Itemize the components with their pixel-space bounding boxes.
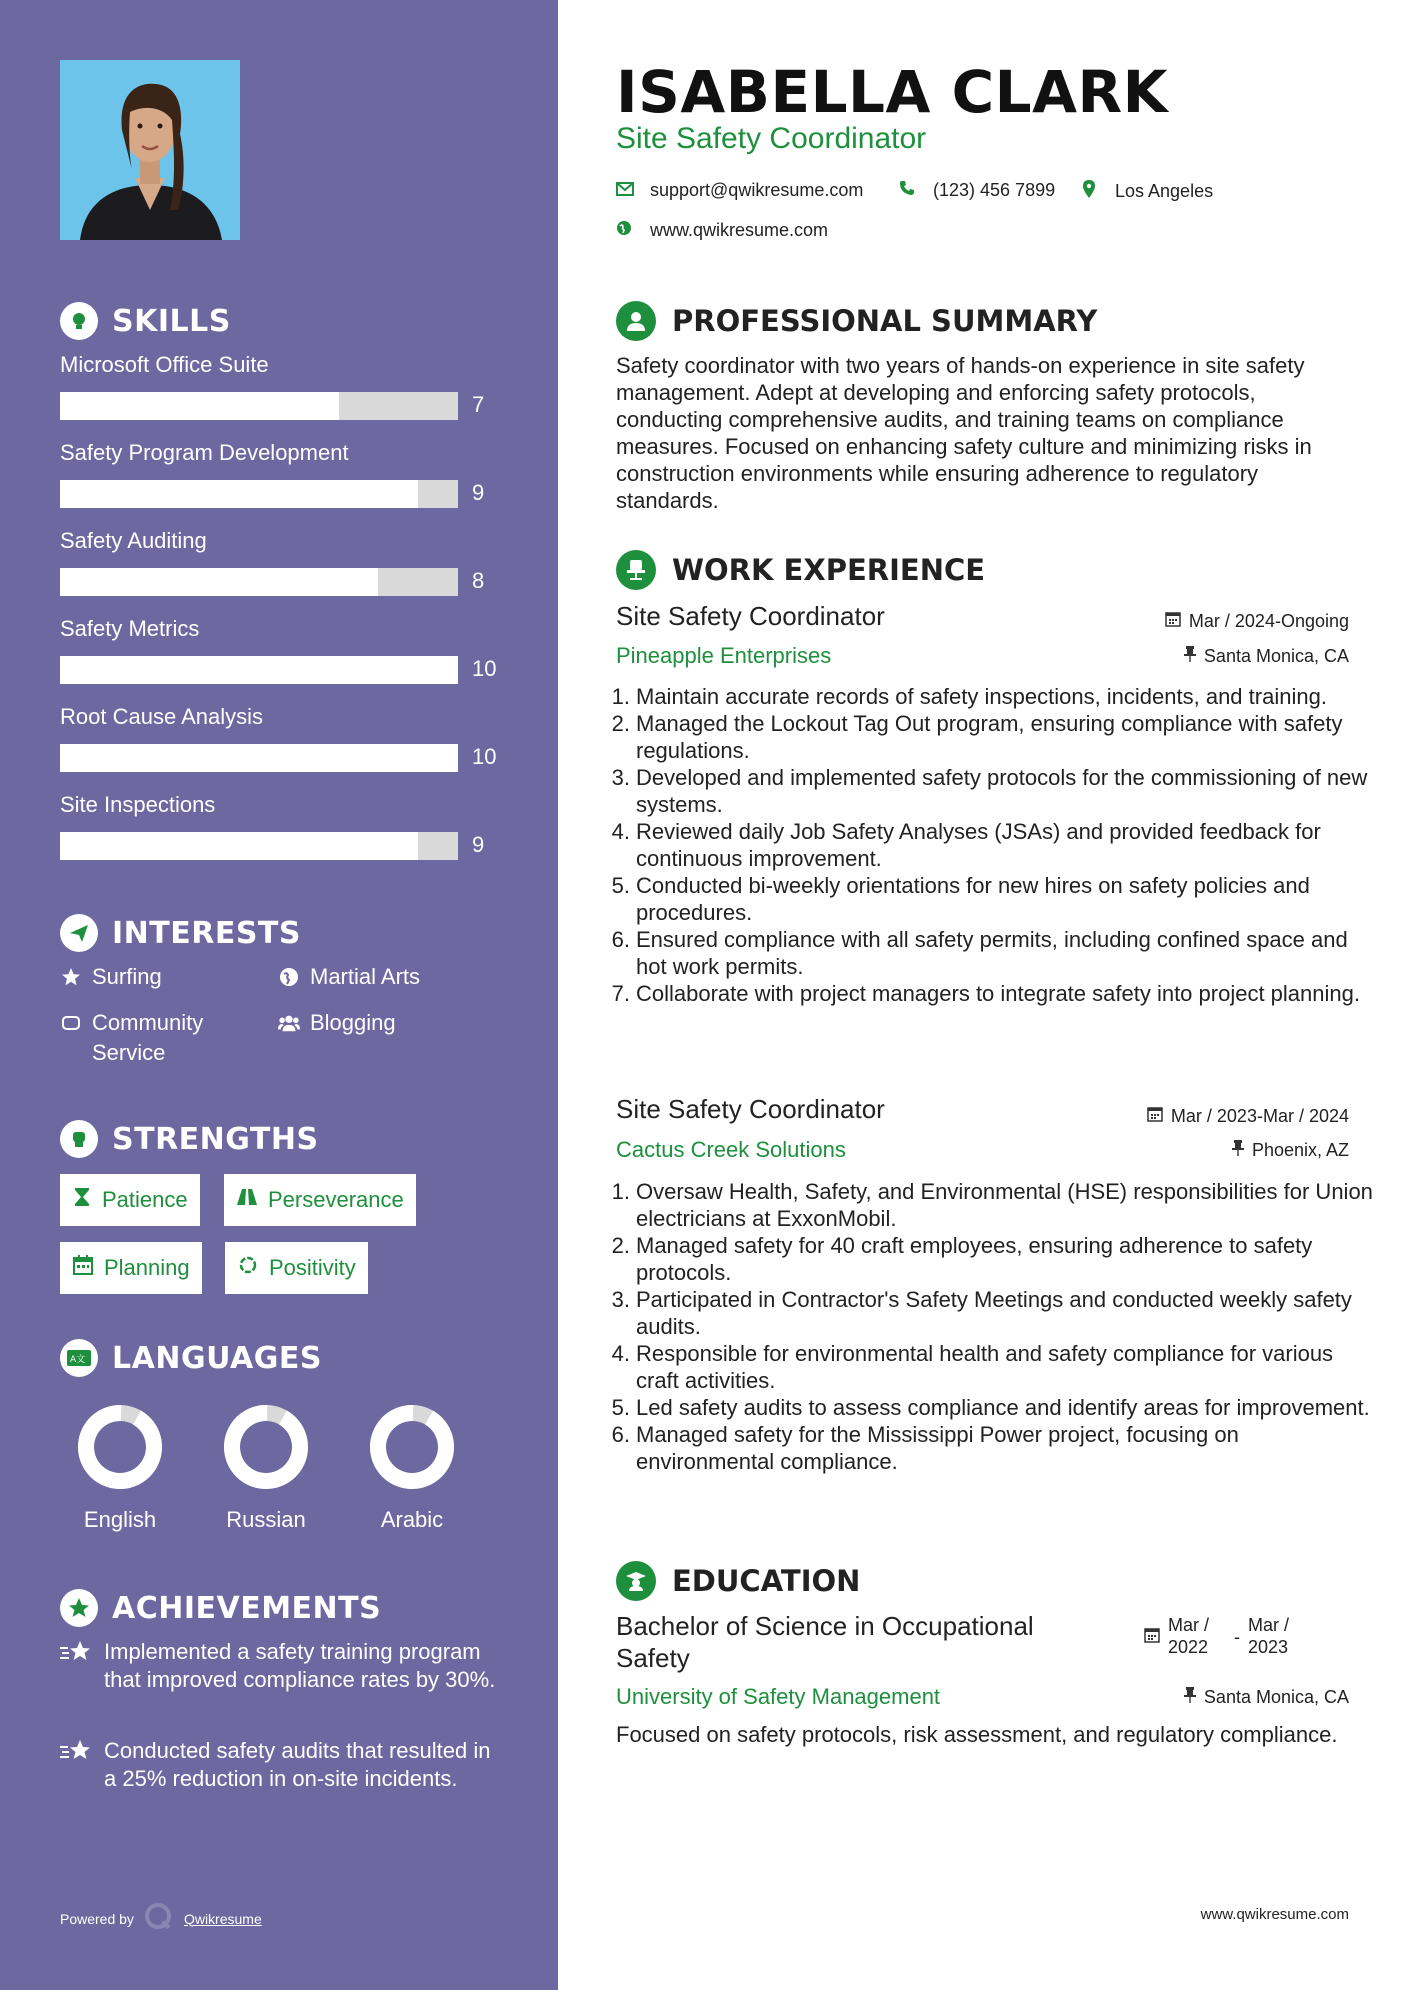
job-responsibilities xyxy=(608,1178,1378,1475)
list-number: 1. xyxy=(611,684,630,709)
job-title: Site Safety Coordinator xyxy=(616,1094,885,1124)
skill-level: 9 xyxy=(472,480,485,505)
job-dates-text: Mar / 2024-Ongoing xyxy=(1188,611,1349,631)
skill-bar xyxy=(60,568,458,596)
list-text: Collaborate with project managers to integrate safety into project planning. xyxy=(636,981,1360,1006)
strength-tag xyxy=(60,1174,200,1226)
skill-level: 10 xyxy=(472,744,497,769)
list-text: Developed and implemented safety protocols for the commissioning of new systems. xyxy=(636,765,1368,817)
achievement-text: Implemented a safety training program that improved compliance rates by 30%. xyxy=(104,1639,496,1692)
hourglass-icon xyxy=(72,1186,92,1214)
achievement-text: Conducted safety audits that resulted in a 25% reduction in on-site incidents. xyxy=(104,1738,491,1791)
list-number: 6. xyxy=(611,1422,630,1447)
skill-name: Safety Auditing xyxy=(60,528,207,553)
list-number: 3. xyxy=(611,765,630,790)
skill-name: Safety Program Development xyxy=(60,440,349,465)
star-icon xyxy=(60,962,82,992)
calendar-icon xyxy=(72,1254,94,1282)
job-responsibilities xyxy=(608,683,1378,1007)
achievements-title: ACHIEVEMENTS xyxy=(112,1590,382,1626)
skill-level: 7 xyxy=(472,392,485,417)
shooting-star-icon xyxy=(60,1638,94,1666)
list-item xyxy=(608,1340,1378,1394)
education-dates xyxy=(1144,1614,1300,1658)
job-dates xyxy=(1165,611,1349,632)
contact-email xyxy=(616,180,863,201)
interest-item xyxy=(278,962,420,992)
job-dates-text: Mar / 2023-Mar / 2024 xyxy=(1170,1106,1349,1126)
degree-title: Bachelor of Science in Occupational Safety xyxy=(616,1611,1034,1673)
svg-text:A文: A文 xyxy=(70,1355,86,1365)
list-text: Participated in Contractor's Safety Meetings and conducted weekly safety audits. xyxy=(636,1287,1352,1339)
strength-label: Planning xyxy=(104,1255,190,1280)
achievements-heading xyxy=(60,1589,381,1627)
skill-bar-fill xyxy=(60,656,458,684)
qwikresume-link[interactable]: Qwikresume xyxy=(183,1910,262,1927)
powered-by xyxy=(60,1902,262,1935)
language-name: English xyxy=(83,1507,157,1532)
calendar-icon xyxy=(1144,1614,1160,1658)
phone-number: (123) 456 7899 xyxy=(933,180,1056,200)
list-number: 4. xyxy=(611,1341,630,1366)
education-heading xyxy=(616,1561,860,1601)
achievement-item xyxy=(60,1638,500,1694)
fist-icon xyxy=(60,1120,98,1158)
language-ring xyxy=(223,1404,309,1490)
skill-bar-fill xyxy=(60,392,339,420)
languages-heading xyxy=(60,1339,322,1377)
language-ring xyxy=(77,1404,163,1490)
pushpin-icon xyxy=(1184,1687,1196,1708)
experience-title: WORK EXPERIENCE xyxy=(672,553,986,587)
summary-text: Safety coordinator with two years of hands-on experience in site safety management. Adept at developing and enforcing safety protocols, conducting comprehensive audits, and training teams on compliance measures. Focused on enhancing safety culture and minimizing risks in construction environments while ensuring adherence to regulatory standards. xyxy=(616,353,1312,513)
list-number: 3. xyxy=(611,1287,630,1312)
strength-label: Positivity xyxy=(269,1255,356,1280)
list-number: 6. xyxy=(611,927,630,952)
user-icon xyxy=(616,301,656,341)
interest-label: Surfing xyxy=(92,964,162,989)
list-number: 1. xyxy=(611,1179,630,1204)
strength-tag xyxy=(224,1174,416,1226)
skill-bar xyxy=(60,392,458,420)
interest-label: Blogging xyxy=(310,1010,396,1035)
list-text: Managed the Lockout Tag Out program, ensuring compliance with safety regulations. xyxy=(636,711,1343,763)
skill-bar-fill xyxy=(60,832,418,860)
paper-plane-icon xyxy=(60,914,98,952)
list-text: Oversaw Health, Safety, and Environmental (HSE) responsibilities for Union electricians at ExxonMobil. xyxy=(636,1179,1373,1231)
company-name: Cactus Creek Solutions xyxy=(616,1137,846,1162)
education-description: Focused on safety protocols, risk assessment, and regulatory compliance. xyxy=(616,1722,1338,1747)
list-text: Managed safety for the Mississippi Power project, focusing on environmental compliance. xyxy=(636,1422,1239,1474)
job-location xyxy=(1232,1140,1349,1161)
list-item xyxy=(608,980,1378,1007)
list-number: 2. xyxy=(611,711,630,736)
calendar-icon xyxy=(1165,611,1181,632)
company-name: Pineapple Enterprises xyxy=(616,643,832,668)
pushpin-icon xyxy=(1184,646,1196,667)
strength-tag xyxy=(225,1242,368,1294)
globe-icon xyxy=(616,220,632,241)
skills-title: SKILLS xyxy=(112,303,231,339)
list-item xyxy=(608,683,1378,710)
education-end: Mar / 2023 xyxy=(1248,1615,1290,1657)
list-item xyxy=(608,1394,1378,1421)
skill-bar xyxy=(60,656,458,684)
strength-label: Patience xyxy=(102,1187,188,1212)
job-location-text: Santa Monica, CA xyxy=(1203,646,1349,666)
list-text: Conducted bi-weekly orientations for new hires on safety policies and procedures. xyxy=(636,873,1310,925)
contact-location xyxy=(1083,180,1213,203)
skill-level: 8 xyxy=(472,568,485,593)
language-ring-fill xyxy=(223,1404,309,1490)
strengths-heading xyxy=(60,1120,319,1158)
powered-by-label: Powered by xyxy=(60,1910,134,1927)
list-item xyxy=(608,710,1378,764)
skill-name: Microsoft Office Suite xyxy=(60,352,269,377)
list-text: Responsible for environmental health and safety compliance for various craft activities. xyxy=(636,1341,1334,1393)
pushpin-icon xyxy=(1232,1140,1244,1161)
experience-heading xyxy=(616,550,985,590)
interest-label: Martial Arts xyxy=(310,964,421,989)
phone-icon xyxy=(899,180,915,201)
skill-name: Site Inspections xyxy=(60,792,216,817)
interest-item xyxy=(278,1008,396,1038)
school-name: University of Safety Management xyxy=(616,1684,941,1709)
list-text: Ensured compliance with all safety permits, including confined space and hot work permits. xyxy=(636,927,1348,979)
language-name: Arabic xyxy=(380,1507,444,1532)
skills-heading xyxy=(60,302,231,340)
qwikresume-logo-icon xyxy=(144,1902,174,1935)
email-link[interactable]: support@qwikresume.com xyxy=(650,180,864,200)
candidate-name: ISABELLA CLARK xyxy=(616,58,1169,126)
footer-website[interactable]: www.qwikresume.com xyxy=(1200,1906,1349,1923)
languages-title: LANGUAGES xyxy=(112,1340,322,1376)
sidebar xyxy=(0,0,558,1990)
job-dates xyxy=(1147,1106,1349,1127)
skill-name: Root Cause Analysis xyxy=(60,704,263,729)
education-title: EDUCATION xyxy=(672,1564,861,1598)
skill-bar xyxy=(60,480,458,508)
candidate-role: Site Safety Coordinator xyxy=(616,122,927,155)
list-text: Reviewed daily Job Safety Analyses (JSAs) and provided feedback for continuous improvement. xyxy=(636,819,1321,871)
job-location xyxy=(1184,646,1349,667)
job-location-text: Phoenix, AZ xyxy=(1251,1140,1349,1160)
location-text: Los Angeles xyxy=(1115,181,1214,201)
education-start: Mar / 2022 xyxy=(1168,1615,1210,1657)
shooting-star-icon xyxy=(60,1737,94,1765)
list-text: Led safety audits to assess compliance and identify areas for improvement. xyxy=(636,1395,1370,1420)
list-number: 2. xyxy=(611,1233,630,1258)
education-location-text: Santa Monica, CA xyxy=(1203,1687,1349,1707)
contact-website xyxy=(616,220,828,241)
list-item xyxy=(608,1232,1378,1286)
interest-item xyxy=(60,1008,240,1068)
language-ring xyxy=(369,1404,455,1490)
list-item xyxy=(608,1286,1378,1340)
star-badge-icon xyxy=(60,1589,98,1627)
skill-bar xyxy=(60,832,458,860)
bulb-icon xyxy=(60,302,98,340)
education-date-separator: - xyxy=(1234,1627,1240,1647)
interest-label: Community Service xyxy=(92,1010,204,1065)
strength-tag xyxy=(60,1242,202,1294)
list-item xyxy=(608,1178,1378,1232)
interest-item xyxy=(60,962,162,992)
list-number: 4. xyxy=(611,819,630,844)
hand-icon xyxy=(60,1008,82,1038)
skill-bar xyxy=(60,744,458,772)
list-number: 5. xyxy=(611,873,630,898)
graduate-icon xyxy=(616,1561,656,1601)
list-text: Maintain accurate records of safety inspections, incidents, and training. xyxy=(636,684,1327,709)
skill-bar-fill xyxy=(60,480,418,508)
interests-title: INTERESTS xyxy=(112,915,301,951)
summary-title: PROFESSIONAL SUMMARY xyxy=(672,304,1098,338)
envelope-icon xyxy=(616,180,634,201)
skill-level: 10 xyxy=(472,656,497,681)
job-title: Site Safety Coordinator xyxy=(616,601,885,631)
website-link[interactable]: www.qwikresume.com xyxy=(650,220,829,240)
profile-photo xyxy=(60,60,240,240)
strengths-title: STRENGTHS xyxy=(112,1121,319,1157)
road-icon xyxy=(236,1187,258,1213)
contact-phone xyxy=(899,180,1055,201)
list-text: Managed safety for 40 craft employees, ensuring adherence to safety protocols. xyxy=(636,1233,1313,1285)
language-name: Russian xyxy=(226,1507,306,1532)
main-content xyxy=(558,0,1407,1990)
globe-icon xyxy=(278,962,300,992)
skill-bar-fill xyxy=(60,744,458,772)
sun-icon xyxy=(237,1254,259,1282)
calendar-icon xyxy=(1147,1106,1163,1127)
users-icon xyxy=(278,1008,300,1038)
skill-name: Safety Metrics xyxy=(60,616,200,641)
list-number: 5. xyxy=(611,1395,630,1420)
list-item xyxy=(608,926,1378,980)
strength-label: Perseverance xyxy=(268,1187,404,1212)
list-item xyxy=(608,872,1378,926)
list-item xyxy=(608,1421,1378,1475)
skill-level: 9 xyxy=(472,832,485,857)
summary-heading xyxy=(616,301,1097,341)
achievement-item xyxy=(60,1737,500,1793)
list-item xyxy=(608,764,1378,818)
language-ring-fill xyxy=(369,1404,455,1490)
office-chair-icon xyxy=(616,550,656,590)
language-icon xyxy=(60,1339,98,1377)
language-ring-fill xyxy=(77,1404,163,1490)
map-pin-icon xyxy=(1083,180,1095,203)
skill-bar-fill xyxy=(60,568,378,596)
education-location xyxy=(1184,1687,1349,1708)
interests-heading xyxy=(60,914,301,952)
list-number: 7. xyxy=(611,981,630,1006)
list-item xyxy=(608,818,1378,872)
